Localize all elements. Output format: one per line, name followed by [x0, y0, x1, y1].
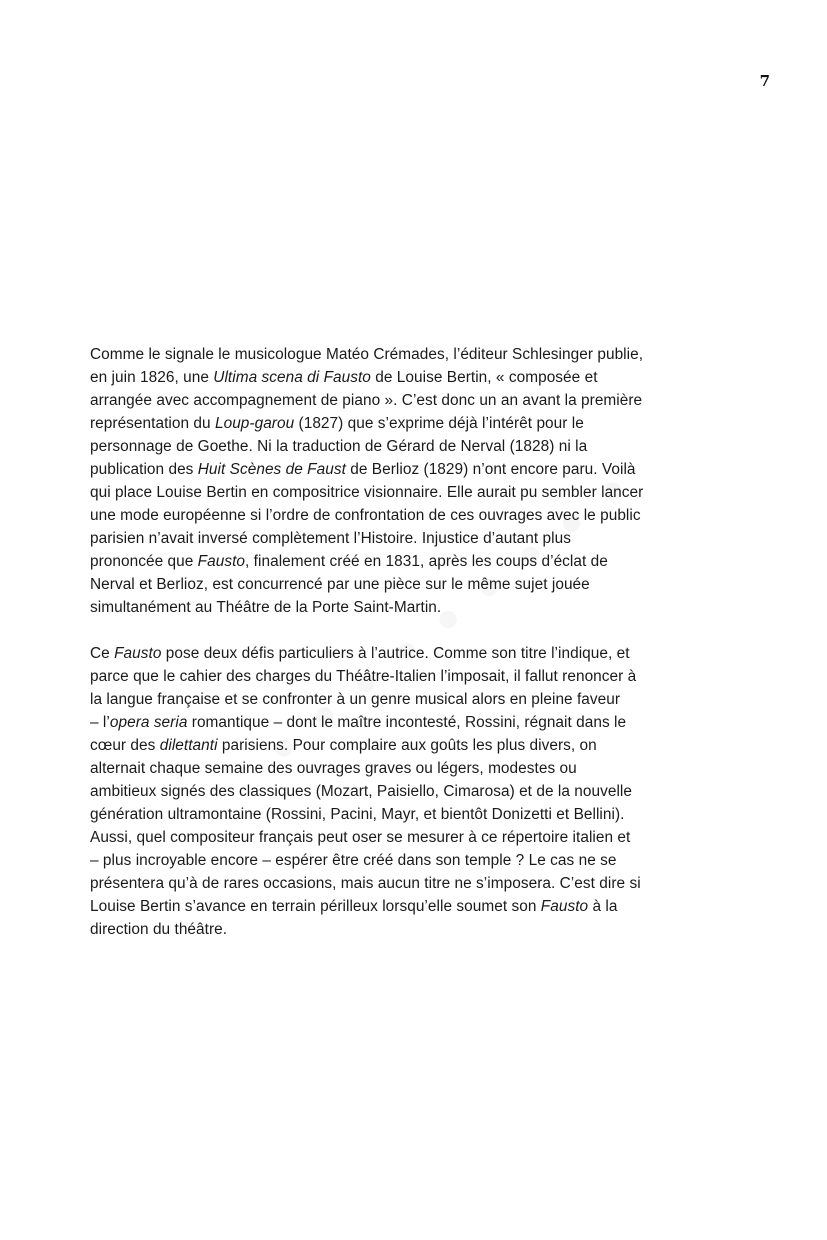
- italic-text: opera seria: [109, 714, 188, 731]
- text-run: Aussi, quel compositeur français peut oser se mesurer à ce répertoire italien et: [90, 829, 631, 846]
- italic-text: Fausto: [197, 553, 246, 570]
- text-run: de Louise Bertin, « composée et: [370, 369, 598, 386]
- text-run: romantique – dont le maître incontesté, Rossini, régnait dans le: [187, 714, 627, 731]
- text-run: (1827) que s’exprime déjà l’intérêt pour le: [294, 415, 584, 432]
- text-run: parce que le cahier des charges du Théâtre-Italien l’imposait, il fallut renoncer à: [90, 668, 637, 685]
- text-run: une mode européenne si l’ordre de confrontation de ces ouvrages avec le public: [90, 507, 641, 524]
- text-run: de Berlioz (1829) n’ont encore paru. Voilà: [345, 461, 636, 478]
- text-line: [90, 435, 750, 458]
- text-line: [90, 366, 750, 389]
- text-line: [90, 688, 750, 711]
- text-run: – plus incroyable encore – espérer être créé dans son temple ? Le cas ne se: [90, 852, 617, 869]
- text-line: [90, 734, 750, 757]
- italic-text: Ultima scena di Fausto: [213, 369, 371, 386]
- page-number: 7: [759, 72, 770, 90]
- text-run: direction du théâtre.: [90, 921, 228, 938]
- text-run: personnage de Goethe. Ni la traduction de Gérard de Nerval (1828) ni la: [90, 438, 588, 455]
- text-line: [90, 527, 750, 550]
- text-line: [90, 757, 750, 780]
- text-line: [90, 895, 750, 918]
- italic-text: Fausto: [540, 898, 589, 915]
- text-line: [90, 573, 750, 596]
- text-line: [90, 504, 750, 527]
- italic-text: Huit Scènes de Faust: [197, 461, 346, 478]
- text-run: parisiens. Pour complaire aux goûts les plus divers, on: [217, 737, 597, 754]
- italic-text: dilettanti: [159, 737, 218, 754]
- paragraph: [90, 642, 750, 941]
- italic-text: Loup-garou: [214, 415, 295, 432]
- text-run: Nerval et Berlioz, est concurrencé par une pièce sur le même sujet jouée: [90, 576, 590, 593]
- text-run: simultanément au Théâtre de la Porte Saint-Martin.: [90, 599, 442, 616]
- text-run: en juin 1826, une: [90, 369, 214, 386]
- text-run: alternait chaque semaine des ouvrages graves ou légers, modestes ou: [90, 760, 577, 777]
- italic-text: Fausto: [114, 645, 162, 662]
- text-run: la langue française et se confronter à un genre musical alors en pleine faveur: [90, 691, 621, 708]
- text-run: parisien n’avait inversé complètement l’Histoire. Injustice d’autant plus: [90, 530, 571, 547]
- text-line: [90, 711, 750, 734]
- text-run: qui place Louise Bertin en compositrice visionnaire. Elle aurait pu sembler lancer: [90, 484, 644, 501]
- text-run: prononcée que: [90, 553, 198, 570]
- text-run: , finalement créé en 1831, après les coups d’éclat de: [245, 553, 608, 570]
- text-run: génération ultramontaine (Rossini, Pacini, Mayr, et bientôt Donizetti et Bellini).: [90, 806, 625, 823]
- text-line: [90, 550, 750, 573]
- text-run: Ce: [90, 645, 115, 662]
- text-line: [90, 596, 750, 619]
- text-run: cœur des: [90, 737, 160, 754]
- paragraph: [90, 343, 750, 619]
- text-line: [90, 872, 750, 895]
- text-line: [90, 481, 750, 504]
- text-run: arrangée avec accompagnement de piano ». C’est donc un an avant la première: [90, 392, 643, 409]
- text-line: [90, 665, 750, 688]
- text-run: – l’: [90, 714, 110, 731]
- text-line: [90, 389, 750, 412]
- text-run: à la: [588, 898, 618, 915]
- text-run: Comme le signale le musicologue Matéo Crémades, l’éditeur Schlesinger publie,: [90, 346, 644, 363]
- text-run: pose deux défis particuliers à l’autrice. Comme son titre l’indique, et: [161, 645, 630, 662]
- text-line: [90, 642, 750, 665]
- text-line: [90, 803, 750, 826]
- text-run: publication des: [90, 461, 198, 478]
- text-line: [90, 412, 750, 435]
- text-run: Louise Bertin s’avance en terrain périlleux lorsqu’elle soumet son: [90, 898, 541, 915]
- text-line: [90, 918, 750, 941]
- text-line: [90, 458, 750, 481]
- body-text: [90, 343, 750, 941]
- text-run: présentera qu’à de rares occasions, mais aucun titre ne s’imposera. C’est dire si: [90, 875, 641, 892]
- text-line: [90, 780, 750, 803]
- text-run: représentation du: [90, 415, 215, 432]
- text-line: [90, 849, 750, 872]
- text-line: [90, 343, 750, 366]
- text-run: ambitieux signés des classiques (Mozart, Paisiello, Cimarosa) et de la nouvelle: [90, 783, 633, 800]
- text-line: [90, 826, 750, 849]
